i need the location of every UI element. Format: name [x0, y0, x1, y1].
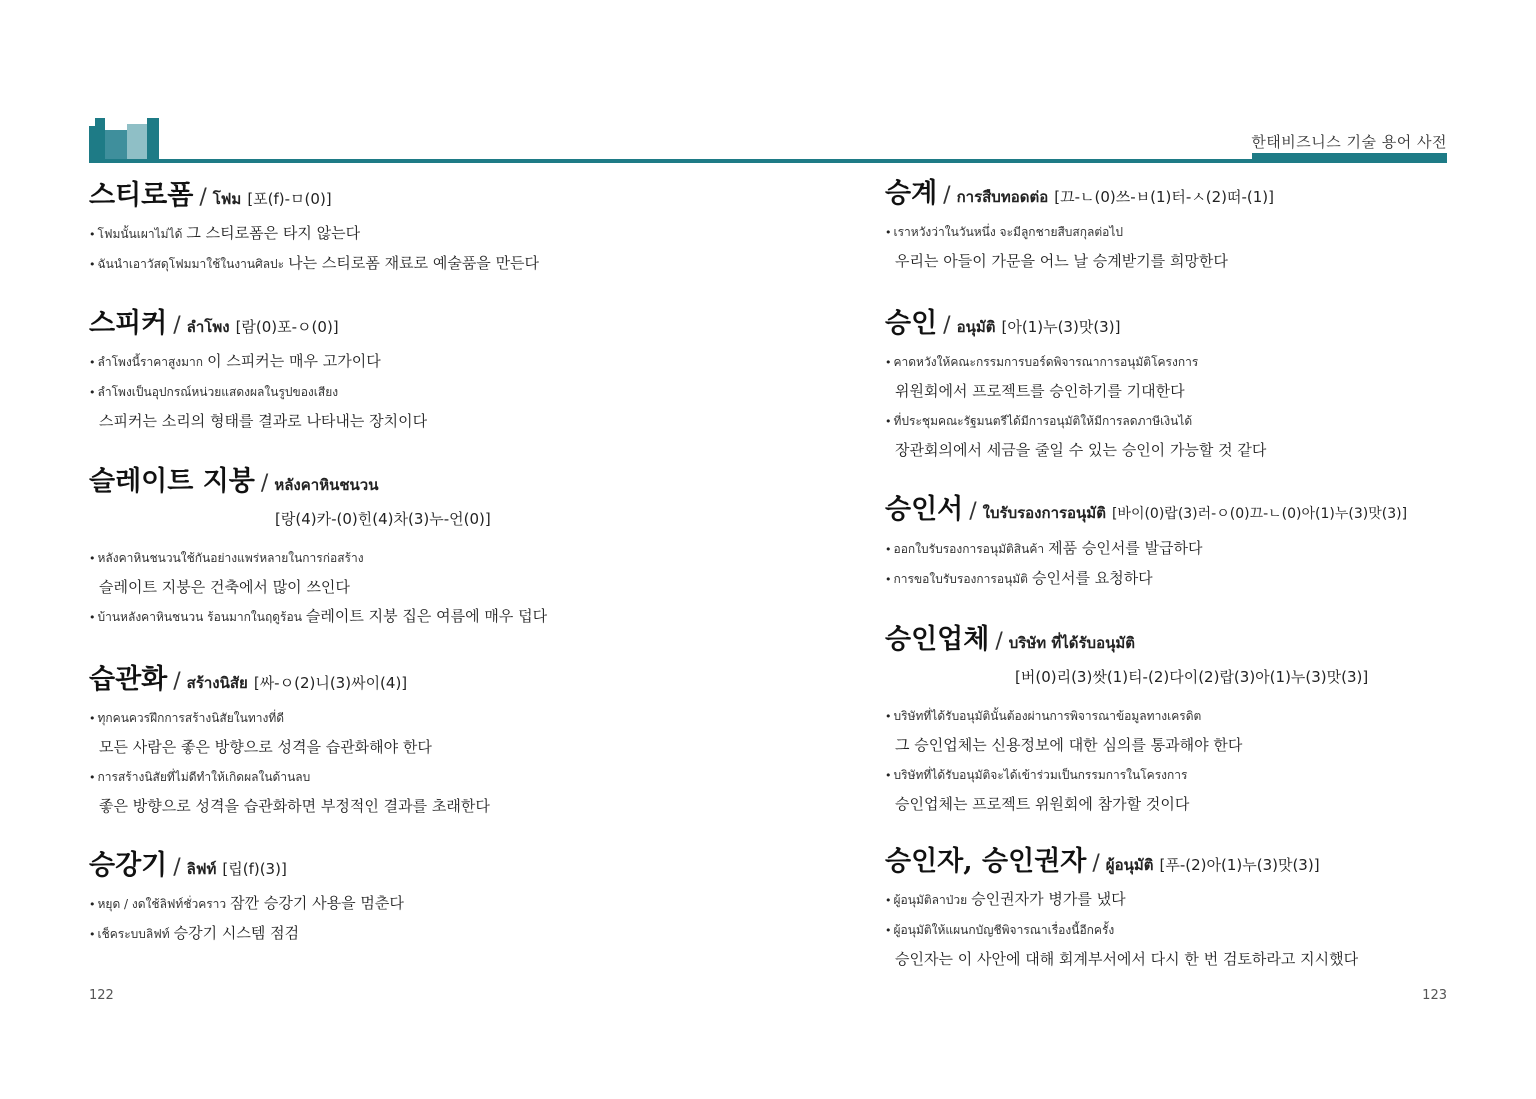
example-item: • ลำโพงเป็นอุปกรณ์หน่วยแสดงผลในรูปของเสียง 스피커는 소리의 형태를 결과로 나타내는 장치이다	[89, 377, 679, 436]
header-title-underline	[1252, 153, 1447, 159]
dictionary-entry: 승강기 / ลิฟท์ [립(f)(3)] • หยุด / งดใช้ลิฟท์ชั่วคราว 잠깐 승강기 사용을 멈춘다 • เช็คระบบลิฟท์ 승강기 시스템 점검	[89, 846, 679, 949]
entry-pronunciation: [아(1)누(3)맛(3)]	[1001, 318, 1121, 336]
example-item: • ผู้อนุมัติให้แผนกบัญชีพิจารณาเรื่องนี้อีกครั้ง 승인자는 이 사안에 대해 회계부서에서 다시 한 번 검토하라고 지시했다	[885, 915, 1445, 974]
example-korean: 스피커는 소리의 형태를 결과로 나타내는 장치이다	[99, 412, 428, 430]
example-item: • ที่ประชุมคณะรัฐมนตรีได้มีการอนุมัติให้มีการลดภาษีเงินได้ 장관회의에서 세금을 줄일 수 있는 승인이 가능할 것 같다	[885, 406, 1445, 465]
entry-pronunciation: [푸-(2)아(1)누(3)맛(3)]	[1159, 856, 1320, 874]
example-item: • ทุกคนควรฝึกการสร้างนิสัยในทางที่ดี 모든 사람은 좋은 방향으로 성격을 습관화해야 한다	[89, 703, 679, 762]
example-korean: 제품 승인서를 발급하다	[1048, 539, 1203, 557]
example-korean: 좋은 방향으로 성격을 습관화하면 부정적인 결과를 초래한다	[99, 797, 490, 815]
entry-pronunciation: [버(0)리(3)쌋(1)티-(2)다이(2)랍(3)아(1)누(3)맛(3)]	[1015, 668, 1369, 686]
example-korean: 그 스티로폼은 타지 않는다	[186, 224, 361, 242]
entry-term: 습관화	[89, 664, 168, 695]
example-korean: 잠깐 승강기 사용을 멈춘다	[230, 894, 404, 912]
entry-pronunciation: [끄-ㄴ(0)쓰-ㅂ(1)터-ㅅ(2)떠-(1)]	[1054, 188, 1275, 206]
example-thai: ทุกคนควรฝึกการสร้างนิสัยในทางที่ดี	[97, 711, 285, 725]
entry-term: 승인	[885, 308, 938, 339]
example-thai: ฉันนำเอาวัสดุโฟมมาใช้ในงานศิลปะ	[97, 257, 285, 271]
example-item: • หยุด / งดใช้ลิฟท์ชั่วคราว 잠깐 승강기 사용을 멈춘다	[89, 894, 404, 912]
example-thai: ออกใบรับรองการอนุมัติสินค้า	[893, 542, 1045, 556]
example-thai: ลำโพงนี้ราคาสูงมาก	[97, 355, 204, 369]
example-item: • โฟมนั้นเผาไม่ได้ 그 스티로폼은 타지 않는다	[89, 224, 361, 242]
entry-thai: ผู้อนุมัติ	[1105, 856, 1154, 874]
example-korean: 승인자는 이 사안에 대해 회계부서에서 다시 한 번 검토하라고 지시했다	[895, 950, 1359, 968]
dictionary-entry: 슬레이트 지붕 / หลังคาหินชนวน [랑(4)카-(0)힌(4)차(3)누-언(0)] • หลังคาหินชนวนใช้กันอย่างแพร่หลายในการก่อสร้าง 슬레이트 지붕은 건축에서 많이 쓰인다 • บ้านหลังคาหินชนวน ร้อนมากในฤดูร้อน 슬레이트 지붕 집은 여름에 매우 덥다	[89, 462, 679, 632]
example-thai: ผู้อนุมัติลาป่วย	[893, 893, 968, 907]
dictionary-entry: 습관화 / สร้างนิสัย [싸-ㅇ(2)니(3)싸이(4)] • ทุกคนควรฝึกการสร้างนิสัยในทางที่ดี 모든 사람은 좋은 방향으로 성격을 습관화해야 한다 • การสร้างนิสัยที่ไม่ดีทำให้เกิดผลในด้านลบ 좋은 방향으로 성격을 습관화하면 부정적인 결과를 초래한다	[89, 660, 679, 821]
example-thai: หลังคาหินชนวนใช้กันอย่างแพร่หลายในการก่อสร้าง	[97, 551, 364, 565]
example-korean: 승강기 시스템 점검	[173, 924, 300, 942]
example-item: • เราหวังว่าในวันหนึ่ง จะมีลูกชายสืบสกุลต่อไป 우리는 아들이 가문을 어느 날 승계받기를 희망한다	[885, 217, 1445, 276]
example-thai: การสร้างนิสัยที่ไม่ดีทำให้เกิดผลในด้านลบ	[97, 770, 311, 784]
entry-pronunciation: [랑(4)카-(0)힌(4)차(3)누-언(0)]	[275, 510, 491, 528]
example-item: • คาดหวังให้คณะกรรมการบอร์ดพิจารณาการอนุมัติโครงการ 위원회에서 프로젝트를 승인하기를 기대한다	[885, 347, 1445, 406]
example-item: • การขอใบรับรองการอนุมัติ 승인서를 요청하다	[885, 569, 1153, 587]
example-thai: คาดหวังให้คณะกรรมการบอร์ดพิจารณาการอนุมัติโครงการ	[893, 355, 1199, 369]
page-number-left: 122	[89, 988, 114, 1003]
dictionary-entry: 승계 / การสืบทอดต่อ [끄-ㄴ(0)쓰-ㅂ(1)터-ㅅ(2)떠-(1)] • เราหวังว่าในวันหนึ่ง จะมีลูกชายสืบสกุลต่อไป 우리는 아들이 가문을 어느 날 승계받기를 희망한다	[885, 174, 1445, 276]
example-korean: 위원회에서 프로젝트를 승인하기를 기대한다	[895, 382, 1185, 400]
entry-thai: อนุมัติ	[956, 318, 996, 336]
example-thai: บริษัทที่ได้รับอนุมัตินั้นต้องผ่านการพิจารณาข้อมูลทางเครดิต	[893, 709, 1202, 723]
entry-pronunciation: [싸-ㅇ(2)니(3)싸이(4)]	[253, 674, 408, 692]
example-thai: การขอใบรับรองการอนุมัติ	[893, 572, 1028, 586]
example-korean: 슬레이트 지붕은 건축에서 많이 쓰인다	[99, 578, 350, 596]
example-item: • ลำโพงนี้ราคาสูงมาก 이 스피커는 매우 고가이다	[89, 352, 381, 370]
entry-pronunciation: [람(0)포-ㅇ(0)]	[235, 318, 339, 336]
dictionary-entry: 승인 / อนุมัติ [아(1)누(3)맛(3)] • คาดหวังให้คณะกรรมการบอร์ดพิจารณาการอนุมัติโครงการ 위원회에서 프로젝트를 승인하기를 기대한다 • ที่ประชุมคณะรัฐมนตรีได้มีการอนุมัติให้มีการลดภาษีเงินได้ 장관회의에서 세금을 줄일 수 있는 승인이 가능할 것 같다	[885, 304, 1445, 465]
entry-thai: สร้างนิสัย	[186, 674, 248, 692]
example-korean: 승인권자가 병가를 냈다	[971, 890, 1126, 908]
entry-term: 승인자, 승인권자	[885, 846, 1087, 877]
page-number-right: 123	[1422, 988, 1447, 1003]
entry-pronunciation: [바이(0)랍(3)러-ㅇ(0)끄-ㄴ(0)아(1)누(3)맛(3)]	[1111, 506, 1408, 522]
entry-thai: ลำโพง	[186, 318, 230, 336]
example-korean: 나는 스티로폼 재료로 예술품을 만든다	[288, 254, 540, 272]
example-thai: ลำโพงเป็นอุปกรณ์หน่วยแสดงผลในรูปของเสียง	[97, 385, 339, 399]
example-thai: ที่ประชุมคณะรัฐมนตรีได้มีการอนุมัติให้มีการลดภาษีเงินได้	[893, 414, 1193, 428]
example-item: • เช็คระบบลิฟท์ 승강기 시스템 점검	[89, 924, 300, 942]
example-thai: เช็คระบบลิฟท์	[97, 927, 170, 941]
entry-term: 승인업체	[885, 624, 990, 655]
entry-term: 승강기	[89, 850, 168, 881]
example-item: • ออกใบรับรองการอนุมัติสินค้า 제품 승인서를 발급하다	[885, 539, 1203, 557]
example-korean: 승인업체는 프로젝트 위원회에 참가할 것이다	[895, 795, 1190, 813]
entry-term: 스피커	[89, 308, 168, 339]
example-korean: 그 승인업체는 신용정보에 대한 심의를 통과해야 한다	[895, 736, 1243, 754]
entry-term: 슬레이트 지붕	[89, 466, 255, 497]
entry-thai: ใบรับรองการอนุมัติ	[982, 504, 1106, 522]
example-item: • บ้านหลังคาหินชนวน ร้อนมากในฤดูร้อน 슬레이트 지붕 집은 여름에 매우 덥다	[89, 607, 548, 625]
dictionary-entry: 스피커 / ลำโพง [람(0)포-ㅇ(0)] • ลำโพงนี้ราคาสูงมาก 이 스피커는 매우 고가이다 • ลำโพงเป็นอุปกรณ์หน่วยแสดงผลในรูปของเสียง 스피커는 소리의 형태를 결과로 나타내는 장치이다	[89, 304, 679, 436]
entry-term: 승계	[885, 178, 938, 209]
example-korean: 승인서를 요청하다	[1031, 569, 1153, 587]
example-item: • ผู้อนุมัติลาป่วย 승인권자가 병가를 냈다	[885, 890, 1126, 908]
dictionary-entry: 승인자, 승인권자 / ผู้อนุมัติ [푸-(2)아(1)누(3)맛(3)] • ผู้อนุมัติลาป่วย 승인권자가 병가를 냈다 • ผู้อนุมัติให้แผนกบัญชีพิจารณาเรื่องนี้อีกครั้ง 승인자는 이 사안에 대해 회계부서에서 다시 한 번 검토하라고 지시했다	[885, 842, 1445, 974]
header-rule	[89, 159, 1447, 163]
entry-thai: การสืบทอดต่อ	[956, 188, 1049, 206]
entry-term: 승인서	[885, 494, 964, 525]
example-thai: ผู้อนุมัติให้แผนกบัญชีพิจารณาเรื่องนี้อีกครั้ง	[893, 923, 1115, 937]
example-thai: บ้านหลังคาหินชนวน ร้อนมากในฤดูร้อน	[97, 610, 302, 624]
example-thai: หยุด / งดใช้ลิฟท์ชั่วคราว	[97, 897, 227, 911]
dictionary-entry: 승인업체 / บริษัท ที่ได้รับอนุมัติ [버(0)리(3)쌋(1)티-(2)다이(2)랍(3)아(1)누(3)맛(3)] • บริษัทที่ได้รับอนุมัตินั้นต้องผ่านการพิจารณาข้อมูลทางเครดิต 그 승인업체는 신용정보에 대한 심의를 통과해야 한다 • บริษัทที่ได้รับอนุมัติจะได้เข้าร่วมเป็นกรรมการในโครงการ 승인업체는 프로젝트 위원회에 참가할 것이다	[885, 620, 1445, 819]
example-item: • บริษัทที่ได้รับอนุมัติจะได้เข้าร่วมเป็นกรรมการในโครงการ 승인업체는 프로젝트 위원회에 참가할 것이다	[885, 760, 1445, 819]
dictionary-entry: 스티로폼 / โฟม [포(f)-ㅁ(0)] • โฟมนั้นเผาไม่ได้ 그 스티로폼은 타지 않는다 • ฉันนำเอาวัสดุโฟมมาใช้ในงานศิลปะ 나는 스티로폼 재료로 예술품을 만든다	[89, 176, 679, 279]
entry-thai: หลังคาหินชนวน	[274, 476, 379, 494]
header-logo-icon	[89, 118, 159, 160]
dictionary-entry: 승인서 / ใบรับรองการอนุมัติ [바이(0)랍(3)러-ㅇ(0)끄-ㄴ(0)아(1)누(3)맛(3)] • ออกใบรับรองการอนุมัติสินค้า 제품 승인서를 발급하다 • การขอใบรับรองการอนุมัติ 승인서를 요청하다	[885, 490, 1445, 594]
entry-term: 스티로폼	[89, 180, 194, 211]
book-title: 한태비즈니스 기술 용어 사전	[1251, 133, 1447, 151]
entry-thai: โฟม	[212, 190, 242, 208]
example-korean: 슬레이트 지붕 집은 여름에 매우 덥다	[305, 607, 548, 625]
example-korean: 이 스피커는 매우 고가이다	[207, 352, 381, 370]
entry-pronunciation: [립(f)(3)]	[222, 860, 287, 878]
example-item: • การสร้างนิสัยที่ไม่ดีทำให้เกิดผลในด้านลบ 좋은 방향으로 성격을 습관화하면 부정적인 결과를 초래한다	[89, 762, 679, 821]
example-thai: บริษัทที่ได้รับอนุมัติจะได้เข้าร่วมเป็นกรรมการในโครงการ	[893, 768, 1188, 782]
example-korean: 장관회의에서 세금을 줄일 수 있는 승인이 가능할 것 같다	[895, 441, 1267, 459]
example-thai: โฟมนั้นเผาไม่ได้	[97, 227, 183, 241]
example-thai: เราหวังว่าในวันหนึ่ง จะมีลูกชายสืบสกุลต่อไป	[893, 225, 1124, 239]
entry-thai: บริษัท ที่ได้รับอนุมัติ	[1008, 634, 1135, 652]
example-korean: 우리는 아들이 가문을 어느 날 승계받기를 희망한다	[895, 252, 1228, 270]
example-item: • ฉันนำเอาวัสดุโฟมมาใช้ในงานศิลปะ 나는 스티로폼 재료로 예술품을 만든다	[89, 254, 540, 272]
entry-thai: ลิฟท์	[186, 860, 217, 878]
example-item: • หลังคาหินชนวนใช้กันอย่างแพร่หลายในการก่อสร้าง 슬레이트 지붕은 건축에서 많이 쓰인다	[89, 543, 679, 602]
entry-pronunciation: [포(f)-ㅁ(0)]	[247, 190, 332, 208]
example-korean: 모든 사람은 좋은 방향으로 성격을 습관화해야 한다	[99, 738, 432, 756]
example-item: • บริษัทที่ได้รับอนุมัตินั้นต้องผ่านการพิจารณาข้อมูลทางเครดิต 그 승인업체는 신용정보에 대한 심의를 통과해야 한다	[885, 701, 1445, 760]
